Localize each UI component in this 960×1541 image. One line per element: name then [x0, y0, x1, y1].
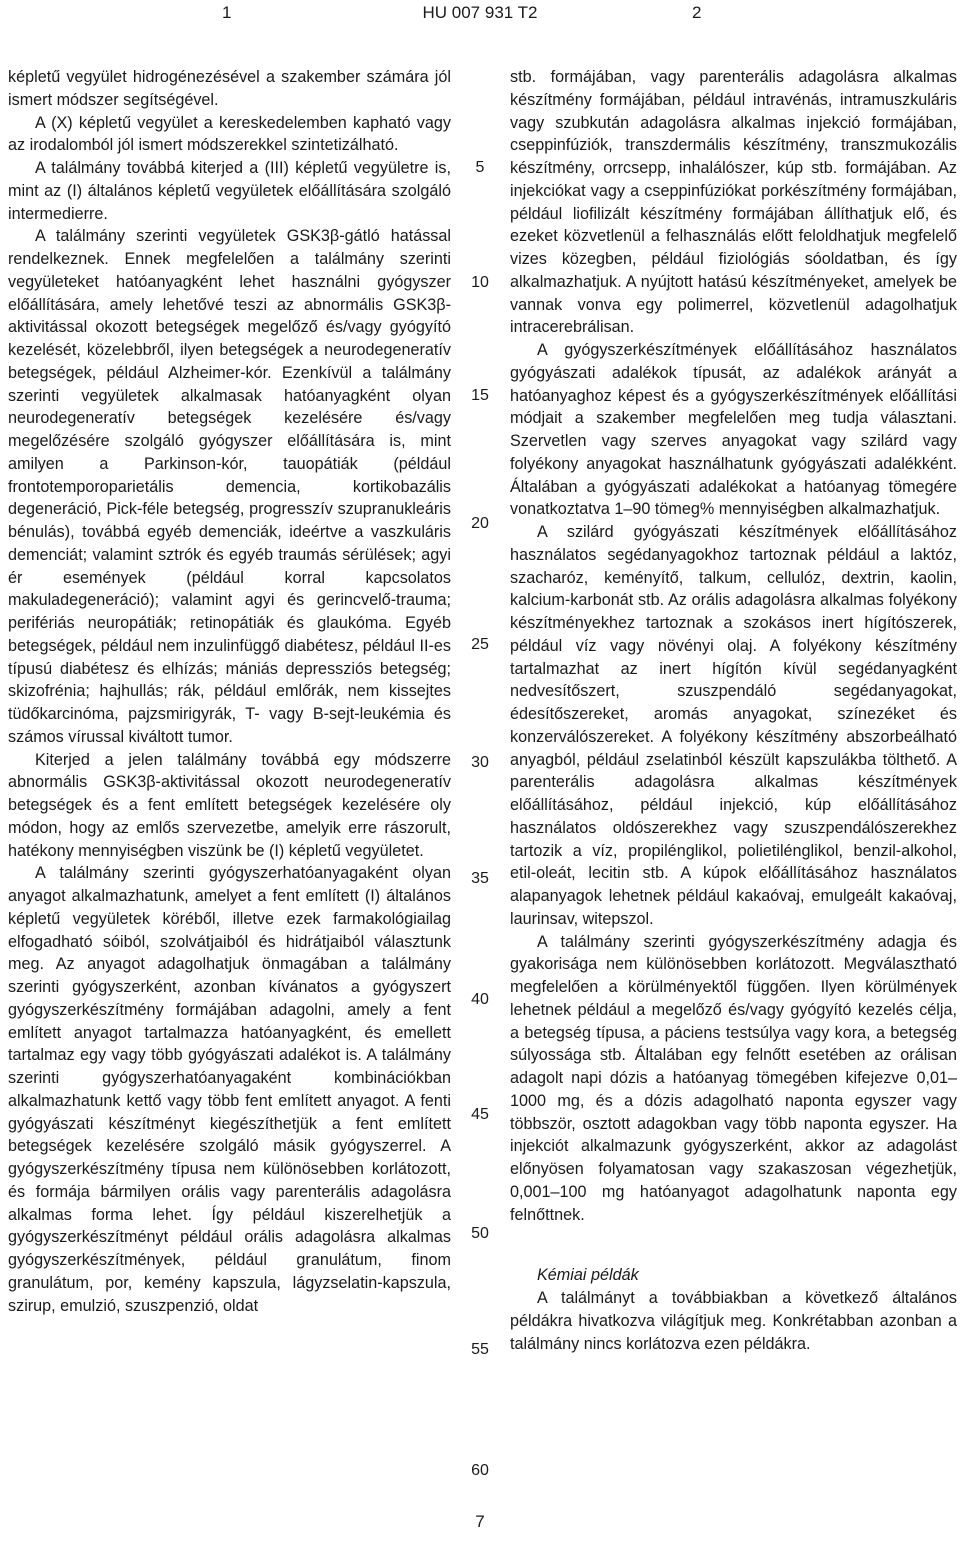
section-title: Kémiai példák — [537, 1266, 639, 1285]
line-number: 15 — [471, 387, 489, 404]
paragraph: A találmány továbbá kiterjed a (III) képletű vegyületre is, mint az (I) általános képletű vegyületek előállítására szolgáló intermedierre. — [8, 159, 451, 223]
paragraph: A találmányt a továbbiakban a következő általános példákra hivatkozva világítjuk meg. Konkrétabban azonban a találmány nincs korlátozva ezen példákra. — [510, 1289, 957, 1353]
left-column — [8, 66, 451, 1317]
paragraph: A (X) képletű vegyület a kereskedelemben kapható vagy az irodalomból jól ismert módszerekkel szintetizálható. — [8, 113, 451, 155]
paragraph: A szilárd gyógyászati készítmények előállításához használatos segédanyagokhoz tartoznak például a laktóz, szacharóz, keményítő, talkum, cellulóz, dextrin, kaolin, kalcium-karbonát stb. Az orális adagolásra alkalmas folyékony készítményekhez tartoznak a szokásos inert hígítószerek, például víz vagy növényi olaj. A folyékony készítmény tartalmazhat az inert hígítón kívül segédanyagként nedvesítőszert, szuszpendáló segédanyagokat, édesítőszereket, aromás anyagokat, színezéket és konzerválószereket. A folyékony készítmény abszorbeálható anyagból, például zselatinból készült kapszulákba tölthető. A parenterális adagolásra alkalmas készítmények előállításához, például injekció, kúp előállításához használatos oldószerekhez vagy szuszpendálószerekhez tartozik a víz, propilénglikol, polietilénglikol, benzil-alkohol, etil-oleát, lecitin stb. A kúpok előállításához használatos alapanyagok lehetnek például kakaóvaj, emulgeált kakaóvaj, laurinsav, witepszol. — [510, 523, 958, 928]
paragraph: Kiterjed a jelen találmány továbbá egy módszerre abnormális GSK3β-aktivitással okozott neurodegeneratív betegségek és a fent említett betegségek kezelésére oly módon, hogy az emlős szervezetbe, amelyik erre rászorult, hatékony mennyiségben viszünk be (I) képletű vegyületet. — [8, 750, 451, 860]
line-number: 35 — [471, 870, 489, 887]
paragraph: A gyógyszerkészítmények előállításához használatos gyógyászati adalékok típusát, az adalékok arányát a hatóanyaghoz képest és a gyógyszerkészítmények előállítási módjait a szakember megfelelően meg tudja választani. Szervetlen vagy szerves anyagokat vagy szilárd vagy folyékony anyagokat használhatunk gyógyászati adalékként. Általában a gyógyászati adalékokat a hatóanyag tömegére vonatkoztatva 1–90 tömeg% mennyiségben alkalmazhatjuk. — [510, 341, 957, 519]
line-number: 55 — [471, 1341, 489, 1358]
paragraph: A találmány szerinti gyógyszerhatóanyagaként olyan anyagot alkalmazhatunk, amelyet a fent említett (I) általános képletű vegyületek köréből, illetve ezek farmakológiailag elfogadható sóiból, szolvátjaiból és hidrátjaiból választunk meg. Az anyagot adagolhatjuk önmagában a találmány szerinti gyógyszerként, azonban kívánatos a gyógyszert gyógyszerkészítmény formájában adagolni, amely a fent említett anyagot tartalmazza hatóanyagként, és emellett tartalmaz egy vagy több gyógyászati adalékot is. A találmány szerinti gyógyszerhatóanyagaként kombinációkban alkalmazhatunk kettő vagy több fent említett anyagot. A fenti gyógyászati készítményt kiegészíthetjük a fent említett betegségek kezelésére szolgáló másik gyógyszerrel. A gyógyszerkészítmény típusa nem különösebben korlátozott, és formája bármilyen orális vagy parenterális adagolásra alkalmas forma lehet. Így például kiszerelhetjük a gyógyszerkészítményt például orális adagolásra alkalmas gyógyszerkészítmények, például granulátum, finom granulátum, por, kemény kapszula, lágyzselatin-kapszula, szirup, emulzió, szuszpenzió, oldat — [8, 864, 451, 1315]
line-number: 25 — [471, 636, 489, 653]
line-number: 30 — [471, 754, 489, 771]
line-number: 20 — [471, 515, 489, 532]
line-number: 40 — [471, 991, 489, 1008]
line-number: 45 — [471, 1106, 489, 1123]
page-footer-number: 7 — [475, 1512, 485, 1531]
right-column — [510, 66, 957, 1355]
paragraph: A találmány szerinti gyógyszerkészítmény adagja és gyakorisága nem különösebben korlátozott. Megválasztható megfelelően a körülményektől függően. Ilyen körülmények lehetnek például a megelőző és/vagy gyógyító kezelés célja, a betegség típusa, a páciens testsúlya vagy kora, a betegség súlyossága stb. Általában egy felnőtt esetében az orálisan adagolt napi dózis a hatóanyag tömegében kifejezve 0,01–1000 mg, és a dózis adagolható naponta egyszer vagy többször, osztott adagokban vagy több naponta egyszer. Ha injekciót alkalmazunk gyógyszerként, akkor az adagolást előnyösen folyamatosan vagy szakaszosan végezhetjük, 0,001–100 mg hatóanyagot adagolhatunk naponta egy felnőttnek. — [510, 932, 957, 1224]
line-number: 50 — [471, 1225, 489, 1242]
section-spacer — [510, 1226, 957, 1264]
left-page-number: 1 — [222, 3, 232, 22]
page-header — [0, 0, 960, 30]
line-number: 10 — [471, 274, 489, 291]
right-page-number: 2 — [692, 3, 702, 22]
paragraph: stb. formájában, vagy parenterális adagolásra alkalmas készítmény formájában, például intravénás, intramuszkuláris vagy szubkután adagolásra alkalmas injekció formájában, cseppinfúziók, transzdermális készítmény, transzmukozális készítmény, orrcsepp, inhalálószer, kúp stb. formájában. Az injekciókat vagy a cseppinfúziókat porkészítmény formájában, például liofilizált készítmény formájában állíthatjuk elő, és ezeket közvetlenül a felhasználás előtt feloldhatjuk megfelelő vizes közegben, például fiziológiás sóoldatban, és így alkalmazhatjuk. A nyújtott hatású készítményeket, amelyek be vannak vonva egy polimerrel, közvetlenül adagolhatjuk intracerebrálisan. — [510, 68, 957, 337]
line-number: 60 — [471, 1462, 489, 1479]
paragraph: A találmány szerinti vegyületek GSK3β-gátló hatással rendelkeznek. Ennek megfelelően a találmány szerinti vegyületeket hatóanyagként lehet használni gyógyszer előállítására, amely lehetővé teszi az abnormális GSK3β-aktivitással okozott betegségek megelőző és/vagy gyógyító kezelését, közelebbről, ilyen betegségek a neurodegeneratív betegségek, például Alzheimer-kór. Ezenkívül a találmány szerinti vegyületek alkalmasak hatóanyagként olyan neurodegeneratív betegségek kezelésére és/vagy megelőzésére szolgáló gyógyszer előállítására is, mint amilyen a Parkinson-kór, tauopátiák (például frontotemporoparietális demencia, kortikobazális degeneráció, Pick-féle betegség, progresszív szupranukleáris bénulás), továbbá egyéb demenciák, ideértve a vaszkuláris demenciát; valamint sztrók és egyéb traumás sérülések; agyi ér események (például korral kapcsolatos makuladegeneráció); valamint agyi és gerincvelő-trauma; perifériás neuropátiák; retinopátiák és glaukóma. Egyéb betegségek, például nem inzulinfüggő diabétesz, például II-es típusú diabétesz és elhízás; mániás depressziós betegség; skizofrénia; hajhullás; rák, például emlőrák, nem kissejtes tüdőkarcinóma, pajzsmirigyrák, T- vagy B-sejt-leukémia és számos vírussal kiváltott tumor. — [8, 227, 451, 746]
patent-number: HU 007 931 T2 — [422, 3, 538, 22]
paragraph: képletű vegyület hidrogénezésével a szakember számára jól ismert módszer segítségével. — [8, 68, 451, 109]
line-number: 5 — [475, 159, 485, 176]
